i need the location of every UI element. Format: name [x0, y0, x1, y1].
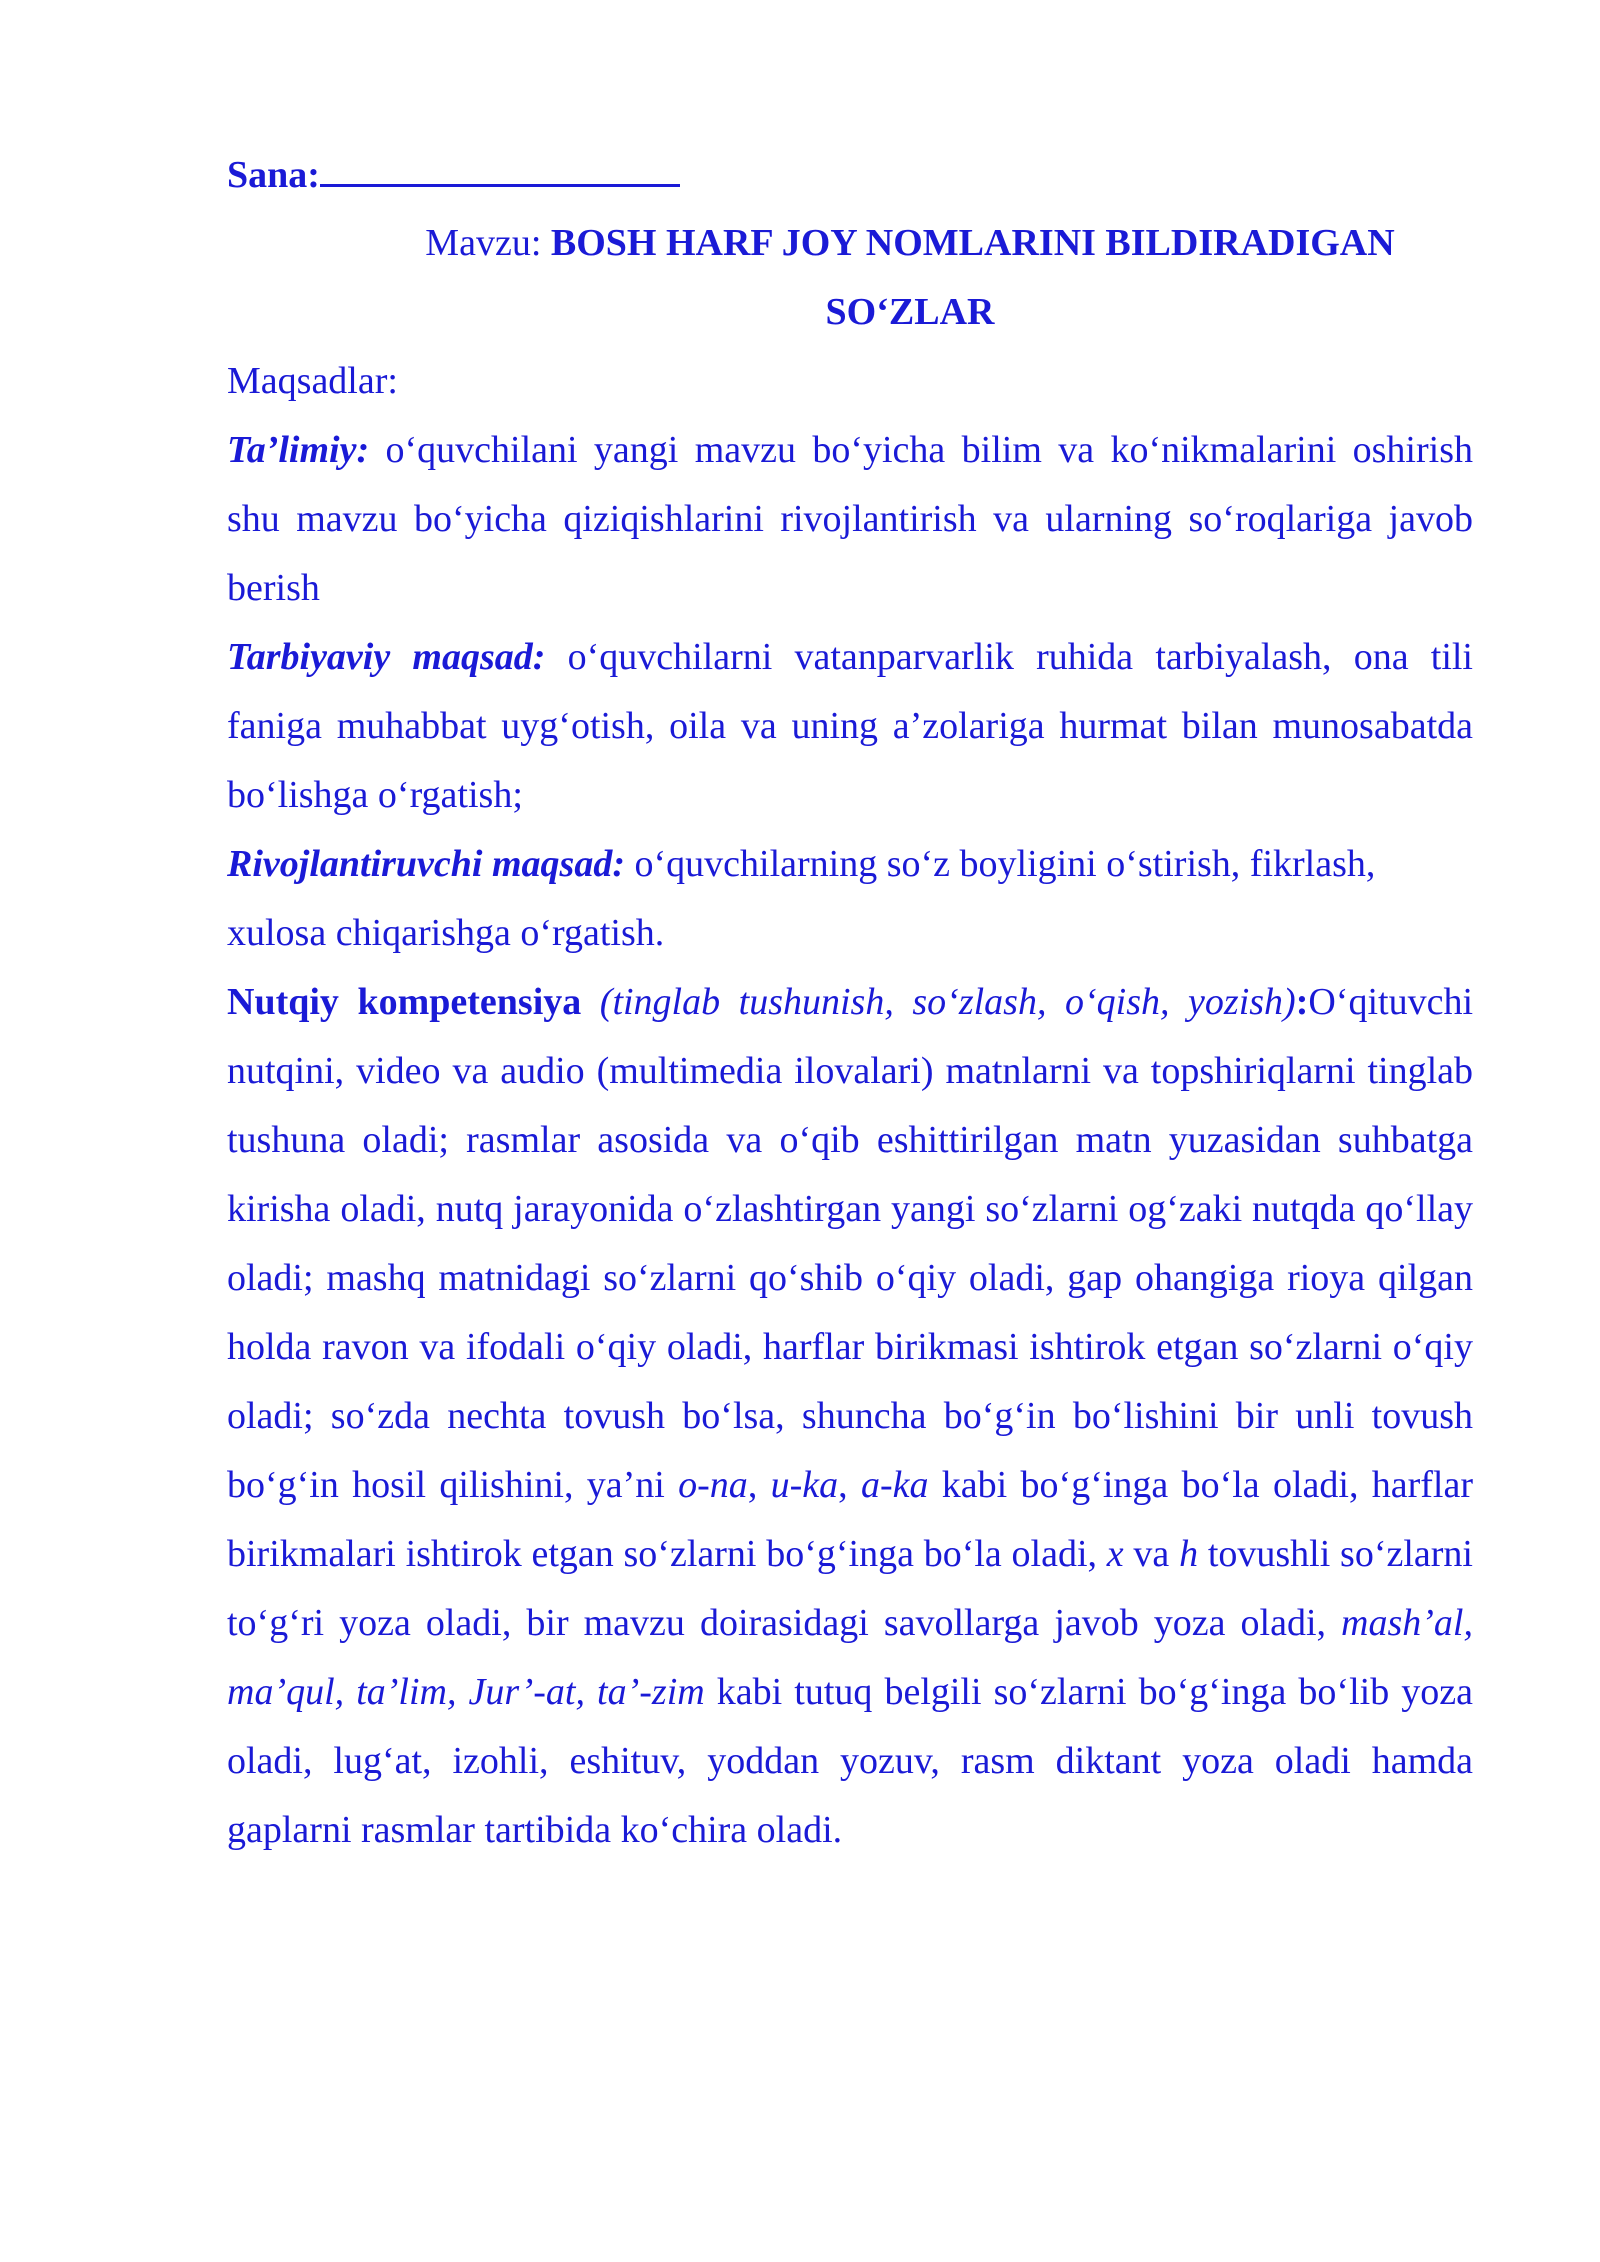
goals-label: Maqsadlar:: [227, 360, 398, 402]
topic-prefix: Mavzu:: [425, 222, 551, 264]
letter-h: h: [1179, 1533, 1199, 1575]
example-aka: a-ka: [860, 1464, 929, 1506]
date-line: [227, 140, 1473, 209]
date-label: Sana:: [227, 154, 320, 196]
speech-text-2: kabi bo‘g‘inga bo‘la oladi, harflar birikmalari ishtirok etgan so‘zlarni bo‘g‘inga bo‘la oladi,: [227, 1464, 1474, 1575]
letter-x: x: [1106, 1533, 1124, 1575]
educational-goal: [227, 416, 1473, 623]
separator-2: ,: [838, 1464, 861, 1506]
developmental-goal-label: Rivojlantiruvchi maqsad:: [227, 843, 625, 885]
date-blank: [320, 140, 680, 187]
topic-title: BOSH HARF JOY NOMLARINI BILDIRADIGAN SO‘ZLAR: [550, 222, 1395, 333]
apostrophe-examples: mash’al, ma’qul, ta’lim, Jur’-at, ta’-zim: [227, 1602, 1473, 1713]
upbringing-goal-label: Tarbiyaviy maqsad:: [227, 636, 546, 678]
speech-competence-colon: :: [1295, 981, 1309, 1023]
topic-heading: [227, 209, 1473, 347]
educational-goal-label: Ta’limiy:: [227, 429, 370, 471]
speech-competence-label: Nutqiy kompetensiya: [227, 981, 582, 1023]
educational-goal-text: o‘quvchilani yangi mavzu bo‘yicha bilim va ko‘nikmalarini oshirish shu mavzu bo‘yicha qiziqishlarini rivojlantirish va ularning so‘roqlariga javob berish: [227, 429, 1473, 609]
developmental-goal: [227, 830, 1473, 968]
example-ona: o-na: [678, 1464, 748, 1506]
upbringing-goal-text: o‘quvchilarni vatanparvarlik ruhida tarbiyalash, ona tili faniga muhabbat uyg‘otish, oila va uning a’zolariga hurmat bilan munosabatda bo‘lishga o‘rgatish;: [227, 636, 1473, 816]
developmental-goal-text: o‘quvchilarning so‘z boyligini o‘stirish, fikrlash, xulosa chiqarishga o‘rgatish.: [227, 843, 1376, 954]
speech-competence-skills: (tinglab tushunish, so‘zlash, o‘qish, yozish): [581, 981, 1296, 1023]
speech-text-3: va: [1123, 1533, 1180, 1575]
upbringing-goal: [227, 623, 1473, 830]
speech-text-4: tovushli so‘zlarni to‘g‘ri yoza oladi, bir mavzu doirasidagi savollarga javob yoza oladi,: [227, 1533, 1473, 1644]
separator-1: ,: [747, 1464, 771, 1506]
speech-text-5: kabi tutuq belgili so‘zlarni bo‘g‘inga bo‘lib yoza oladi, lug‘at, izohli, eshituv, yoddan yozuv, rasm diktant yoza oladi hamda gaplarni rasmlar tartibida ko‘chira oladi.: [227, 1671, 1473, 1851]
speech-text-1: O‘qituvchi nutqini, video va audio (multimedia ilovalari) matnlarni va topshiriqlarni tinglab tushuna oladi; rasmlar asosida va o‘qib eshittirilgan matn yuzasidan suhbatga kirisha oladi, nutq jarayonida o‘zlashtirgan yangi so‘zlarni og‘zaki nutqda qo‘llay oladi; mashq matnidagi so‘zlarni qo‘shib o‘qiy oladi, gap ohangiga rioya qilgan holda ravon va ifodali o‘qiy oladi, harflar birikmasi ishtirok etgan so‘zlarni o‘qiy oladi; so‘zda nechta tovush bo‘lsa, shuncha bo‘g‘in bo‘lishini bir unli tovush bo‘g‘in hosil qilishini, ya’ni: [227, 981, 1473, 1506]
document-page: [227, 140, 1473, 1865]
speech-competence: [227, 968, 1473, 1865]
example-uka: u-ka: [770, 1464, 839, 1506]
